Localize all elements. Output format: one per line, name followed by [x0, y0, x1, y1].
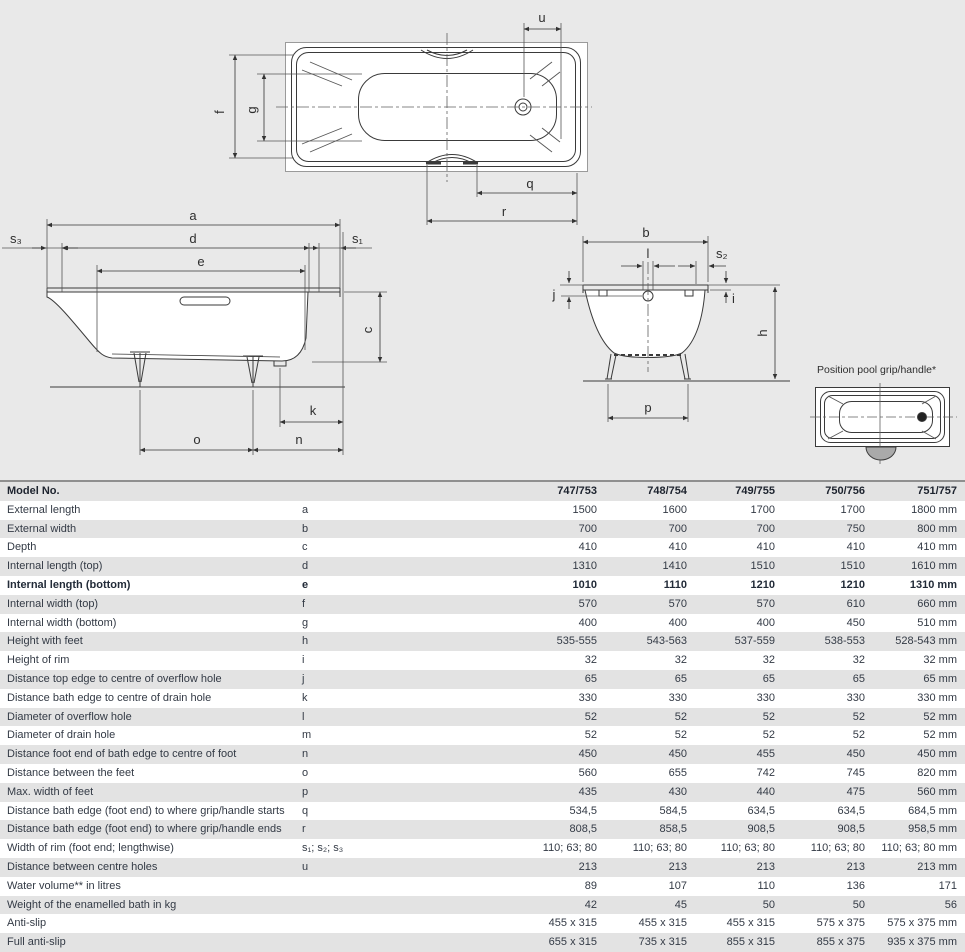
- spec-label: Height of rim: [7, 654, 70, 667]
- spec-value: 455 x 315: [548, 917, 597, 930]
- spec-label: Diameter of drain hole: [7, 729, 116, 742]
- table-row: [0, 501, 965, 520]
- dim-label-c: c: [360, 326, 375, 334]
- spec-value: 330: [846, 691, 865, 704]
- spec-value: 537-559: [734, 635, 775, 648]
- spec-value: 213 mm: [917, 860, 957, 873]
- table-row: [0, 745, 965, 764]
- spec-value: 455 x 315: [726, 917, 775, 930]
- spec-label: Full anti-slip: [7, 936, 66, 949]
- grip-caption: Position pool grip/handle*: [817, 364, 937, 376]
- spec-value: 1610 mm: [911, 560, 957, 573]
- spec-value: 450: [846, 616, 865, 629]
- spec-value: 410: [756, 541, 775, 554]
- spec-value: 528-543 mm: [895, 635, 957, 648]
- spec-letter: s₁; s₂; s₃: [302, 842, 344, 855]
- spec-value: 52: [762, 729, 775, 742]
- spec-letter: [300, 933, 480, 952]
- table-row: [0, 614, 965, 633]
- dim-label-l: l: [646, 246, 650, 261]
- spec-value: 171: [938, 879, 957, 892]
- table-row: [0, 632, 965, 651]
- spec-label: Height with feet: [7, 635, 83, 648]
- spec-value: 450: [846, 748, 865, 761]
- spec-value: 610: [846, 597, 865, 610]
- spec-value: 958,5 mm: [908, 823, 957, 836]
- spec-value: 410: [668, 541, 687, 554]
- spec-value: 1410: [662, 560, 687, 573]
- spec-value: 65: [852, 672, 865, 685]
- spec-value: 655: [668, 766, 687, 779]
- table-row: [0, 802, 965, 821]
- spec-letter: q: [302, 804, 309, 817]
- spec-value: 110; 63; 80 mm: [881, 842, 957, 855]
- header-model-5: 751/757: [873, 481, 965, 501]
- dim-label-u: u: [538, 10, 546, 25]
- spec-label: Distance top edge to centre of overflow hole: [7, 672, 222, 685]
- spec-value: 110; 63; 80: [542, 842, 597, 855]
- header-model-1: 747/753: [480, 481, 605, 501]
- spec-value: 110; 63; 80: [810, 842, 865, 855]
- spec-letter: m: [302, 729, 312, 742]
- section-foot-left: [605, 354, 616, 379]
- spec-value: 52 mm: [923, 729, 957, 742]
- spec-value: 52: [852, 729, 865, 742]
- spec-value: 65: [674, 672, 687, 685]
- dim-label-f: f: [212, 110, 227, 114]
- spec-value: 52: [852, 710, 865, 723]
- spec-value: 700: [668, 522, 687, 535]
- spec-value: 855 x 315: [726, 936, 775, 949]
- spec-value: 42: [584, 898, 597, 911]
- dim-label-n: n: [295, 432, 303, 447]
- spec-value: 107: [668, 879, 687, 892]
- spec-label: Internal length (top): [7, 560, 103, 573]
- spec-value: 110; 63; 80: [720, 842, 775, 855]
- spec-label: Internal length (bottom): [7, 578, 131, 591]
- table-row: [0, 651, 965, 670]
- dim-label-o: o: [193, 432, 201, 447]
- spec-label: Diameter of overflow hole: [7, 710, 132, 723]
- dim-label-s2: s₂: [716, 246, 728, 261]
- spec-value: 32: [674, 654, 687, 667]
- dim-f: [229, 55, 294, 158]
- spec-value: 52: [674, 729, 687, 742]
- spec-value: 535-555: [556, 635, 597, 648]
- spec-letter: k: [302, 691, 308, 704]
- dim-label-s1: s₁: [352, 231, 363, 246]
- spec-letter: j: [302, 672, 305, 685]
- spec-value: 570: [578, 597, 597, 610]
- spec-value: 570: [668, 597, 687, 610]
- spec-value: 655 x 315: [548, 936, 597, 949]
- spec-value: 684,5 mm: [908, 804, 957, 817]
- spec-value: 1500: [572, 503, 597, 516]
- spec-value: 430: [668, 785, 687, 798]
- spec-value: 136: [846, 879, 865, 892]
- spec-value: 1510: [840, 560, 865, 573]
- spec-value: 50: [762, 898, 775, 911]
- spec-value: 742: [756, 766, 775, 779]
- spec-label: Distance bath edge (foot end) to where grip/handle starts: [7, 804, 285, 817]
- spec-value: 800 mm: [917, 522, 957, 535]
- header-letter: [300, 481, 480, 501]
- spec-value: 400: [578, 616, 597, 629]
- spec-table: [0, 480, 965, 952]
- spec-value: 700: [756, 522, 775, 535]
- table-row: [0, 914, 965, 933]
- spec-value: 570: [756, 597, 775, 610]
- spec-value: 50: [852, 898, 865, 911]
- spec-value: 1700: [750, 503, 775, 516]
- spec-value: 450: [668, 748, 687, 761]
- dim-label-q: q: [526, 176, 534, 191]
- spec-value: 52 mm: [923, 710, 957, 723]
- spec-value: 330 mm: [917, 691, 957, 704]
- spec-value: 634,5: [747, 804, 775, 817]
- table-row: [0, 670, 965, 689]
- dim-label-h: h: [755, 329, 770, 337]
- spec-label: Internal width (top): [7, 597, 99, 610]
- spec-value: 450: [578, 748, 597, 761]
- spec-letter: u: [302, 860, 309, 873]
- spec-value: 52: [584, 729, 597, 742]
- table-row: [0, 595, 965, 614]
- spec-value: 32 mm: [923, 654, 957, 667]
- spec-label: Internal width (bottom): [7, 616, 117, 629]
- spec-value: 110; 63; 80: [632, 842, 687, 855]
- spec-value: 32: [852, 654, 865, 667]
- dim-label-j: j: [552, 287, 556, 302]
- spec-value: 213: [578, 860, 597, 873]
- spec-label: Distance bath edge to centre of drain hole: [7, 691, 212, 704]
- spec-value: 855 x 375: [816, 936, 865, 949]
- spec-value: 410: [846, 541, 865, 554]
- spec-label: Water volume** in litres: [7, 879, 121, 892]
- spec-value: 700: [578, 522, 597, 535]
- spec-value: 543-563: [646, 635, 687, 648]
- table-row: [0, 896, 965, 915]
- spec-label: Distance foot end of bath edge to centre of foot: [7, 748, 237, 761]
- spec-value: 110: [757, 879, 775, 892]
- spec-value: 908,5: [747, 823, 775, 836]
- dim-label-a: a: [189, 208, 197, 223]
- spec-value: 735 x 315: [638, 936, 687, 949]
- table-row: [0, 877, 965, 896]
- header-model-3: 749/755: [695, 481, 783, 501]
- table-row: [0, 708, 965, 727]
- spec-letter: h: [302, 635, 309, 648]
- spec-value: 510 mm: [917, 616, 957, 629]
- spec-value: 400: [668, 616, 687, 629]
- spec-letter: f: [302, 597, 306, 610]
- table-row: [0, 557, 965, 576]
- spec-letter: d: [302, 560, 309, 573]
- spec-value: 858,5: [659, 823, 687, 836]
- table-row: [0, 858, 965, 877]
- spec-letter: c: [302, 541, 308, 554]
- spec-value: 435: [578, 785, 597, 798]
- spec-value: 660 mm: [917, 597, 957, 610]
- spec-value: 475: [846, 785, 865, 798]
- spec-value: 65: [762, 672, 775, 685]
- spec-value: 1600: [662, 503, 687, 516]
- dim-label-s3: s₃: [10, 231, 22, 246]
- spec-letter: n: [302, 748, 309, 761]
- spec-letter: o: [302, 766, 309, 779]
- side-view: [2, 208, 387, 455]
- table-row: [0, 820, 965, 839]
- dim-label-e: e: [197, 254, 205, 269]
- spec-value: 908,5: [837, 823, 865, 836]
- dim-label-g: g: [244, 106, 259, 114]
- grip-position-view: [810, 364, 957, 464]
- table-row: [0, 933, 965, 952]
- table-row: [0, 689, 965, 708]
- spec-value: 750: [846, 522, 865, 535]
- spec-letter: b: [302, 522, 309, 535]
- spec-value: 213: [846, 860, 865, 873]
- spec-label: Depth: [7, 541, 37, 554]
- spec-letter: p: [302, 785, 309, 798]
- dim-label-i: i: [732, 291, 735, 306]
- table-row: [0, 538, 965, 557]
- spec-label: Distance bath edge (foot end) to where grip/handle ends: [7, 823, 282, 836]
- spec-value: 808,5: [569, 823, 597, 836]
- spec-value: 1210: [750, 578, 775, 591]
- grip-drain-icon: [918, 413, 927, 422]
- spec-value: 584,5: [659, 804, 687, 817]
- table-row: [0, 520, 965, 539]
- dim-label-b: b: [642, 225, 650, 240]
- spec-value: 455: [756, 748, 775, 761]
- spec-value: 32: [584, 654, 597, 667]
- table-row: [0, 783, 965, 802]
- spec-letter: r: [302, 823, 306, 836]
- spec-value: 213: [668, 860, 687, 873]
- spec-value: 575 x 375 mm: [887, 917, 957, 930]
- section-view: [552, 225, 790, 422]
- table-row: [0, 726, 965, 745]
- spec-value: 1310: [572, 560, 597, 573]
- spec-value: 1700: [840, 503, 865, 516]
- spec-value: 56: [944, 898, 957, 911]
- spec-value: 52: [762, 710, 775, 723]
- spec-label: External length: [7, 503, 81, 516]
- spec-value: 1110: [663, 578, 687, 591]
- spec-letter: [300, 914, 480, 933]
- spec-letter: l: [302, 710, 305, 723]
- spec-value: 32: [762, 654, 775, 667]
- spec-value: 820 mm: [917, 766, 957, 779]
- header-model-no: Model No.: [0, 481, 300, 501]
- spec-letter: [300, 896, 480, 915]
- table-row: [0, 764, 965, 783]
- dim-label-p: p: [644, 400, 652, 415]
- spec-value: 1510: [750, 560, 775, 573]
- spec-value: 1210: [840, 578, 865, 591]
- spec-value: 45: [674, 898, 687, 911]
- header-model-2: 748/754: [605, 481, 695, 501]
- spec-letter: a: [302, 503, 309, 516]
- spec-value: 52: [584, 710, 597, 723]
- spec-value: 935 x 375 mm: [887, 936, 957, 949]
- spec-label: Max. width of feet: [7, 785, 94, 798]
- spec-value: 410: [578, 541, 597, 554]
- spec-table-body: [0, 501, 965, 952]
- dim-label-k: k: [309, 403, 317, 418]
- spec-value: 65: [584, 672, 597, 685]
- spec-value: 534,5: [569, 804, 597, 817]
- side-tub-body: [47, 292, 308, 361]
- spec-value: 89: [584, 879, 597, 892]
- spec-value: 560: [578, 766, 597, 779]
- spec-value: 560 mm: [917, 785, 957, 798]
- spec-value: 745: [846, 766, 865, 779]
- spec-value: 1310 mm: [909, 578, 957, 591]
- spec-value: 575 x 375: [816, 917, 865, 930]
- spec-value: 634,5: [837, 804, 865, 817]
- spec-value: 330: [756, 691, 775, 704]
- spec-label: Distance between the feet: [7, 766, 135, 779]
- header-model-4: 750/756: [783, 481, 873, 501]
- spec-value: 440: [756, 785, 775, 798]
- table-row: [0, 576, 965, 595]
- spec-value: 400: [756, 616, 775, 629]
- spec-letter: g: [302, 616, 309, 629]
- spec-value: 1010: [572, 578, 597, 591]
- spec-label: Anti-slip: [7, 917, 47, 930]
- spec-value: 65 mm: [923, 672, 957, 685]
- spec-value: 1800 mm: [911, 503, 957, 516]
- spec-value: 213: [756, 860, 775, 873]
- drain-stub: [274, 361, 286, 366]
- pool-grip-handle-icon: [866, 447, 896, 460]
- spec-value: 450 mm: [917, 748, 957, 761]
- spec-letter: [300, 877, 480, 896]
- table-row: [0, 839, 965, 858]
- spec-value: 538-553: [824, 635, 865, 648]
- spec-label: External width: [7, 522, 77, 535]
- plan-view: [212, 10, 592, 225]
- spec-value: 455 x 315: [638, 917, 687, 930]
- spec-label: Distance between centre holes: [7, 860, 158, 873]
- section-foot-right: [680, 354, 691, 379]
- spec-label: Weight of the enamelled bath in kg: [7, 898, 177, 911]
- spec-letter: e: [302, 578, 309, 591]
- table-header-row: [0, 481, 965, 501]
- spec-value: 52: [674, 710, 687, 723]
- spec-letter: i: [302, 654, 305, 667]
- spec-value: 330: [668, 691, 687, 704]
- spec-value: 330: [578, 691, 597, 704]
- dim-label-d: d: [189, 231, 197, 246]
- spec-label: Width of rim (foot end; lengthwise): [7, 842, 174, 855]
- spec-value: 410 mm: [917, 541, 957, 554]
- dim-label-r: r: [501, 204, 507, 219]
